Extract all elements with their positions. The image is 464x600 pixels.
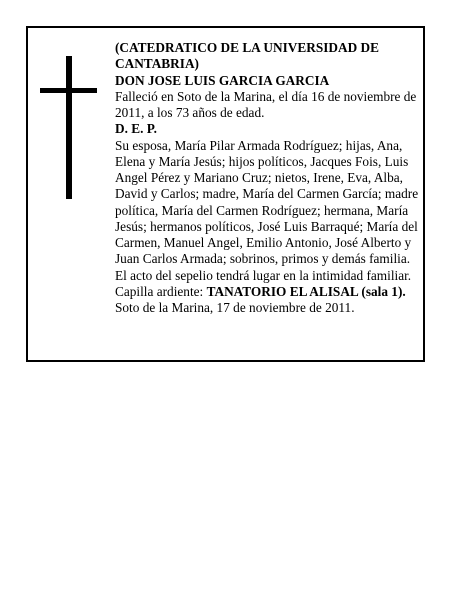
cross-horizontal-bar: [40, 88, 97, 93]
family-paragraph: Su esposa, María Pilar Armada Rodríguez; hijas, Ana, Elena y María Jesús; hijos políticos, Jacques Fois, Luis Angel Pérez y Mariano Cruz; nietos, Irene, Eva, Alba, David y Carlos; madre, María del Carmen García; madre política, María del Carmen Rodríguez; hermana, María Jesús; hermanos políticos, José Luis Barraqué; María del Carmen, Manuel Angel, Emilio Antonio, José Alberto y Juan Carlos Armada; sobrinos, primos y demás familia.: [115, 137, 419, 267]
chapel-label: Capilla ardiente:: [115, 283, 204, 299]
cross-vertical-bar: [66, 56, 72, 199]
dep-line: D. E. P.: [115, 121, 157, 137]
burial-line: El acto del sepelio tendrá lugar en la intimidad familiar.: [115, 267, 412, 283]
cross-icon: [40, 56, 97, 199]
date-line: Soto de la Marina, 17 de noviembre de 2011.: [115, 300, 355, 315]
death-announcement: Falleció en Soto de la Marina, el día 16 de noviembre de 2011, a los 73 años de edad.: [115, 88, 417, 120]
notice-text: [115, 40, 425, 316]
obituary-notice: [26, 26, 425, 362]
deceased-name: DON JOSE LUIS GARCIA GARCIA: [115, 72, 330, 88]
chapel-value: TANATORIO EL ALISAL (sala 1).: [206, 283, 406, 299]
chapel-line: [115, 284, 425, 300]
title-line: (CATEDRATICO DE LA UNIVERSIDAD DE CANTABRIA): [115, 40, 380, 72]
